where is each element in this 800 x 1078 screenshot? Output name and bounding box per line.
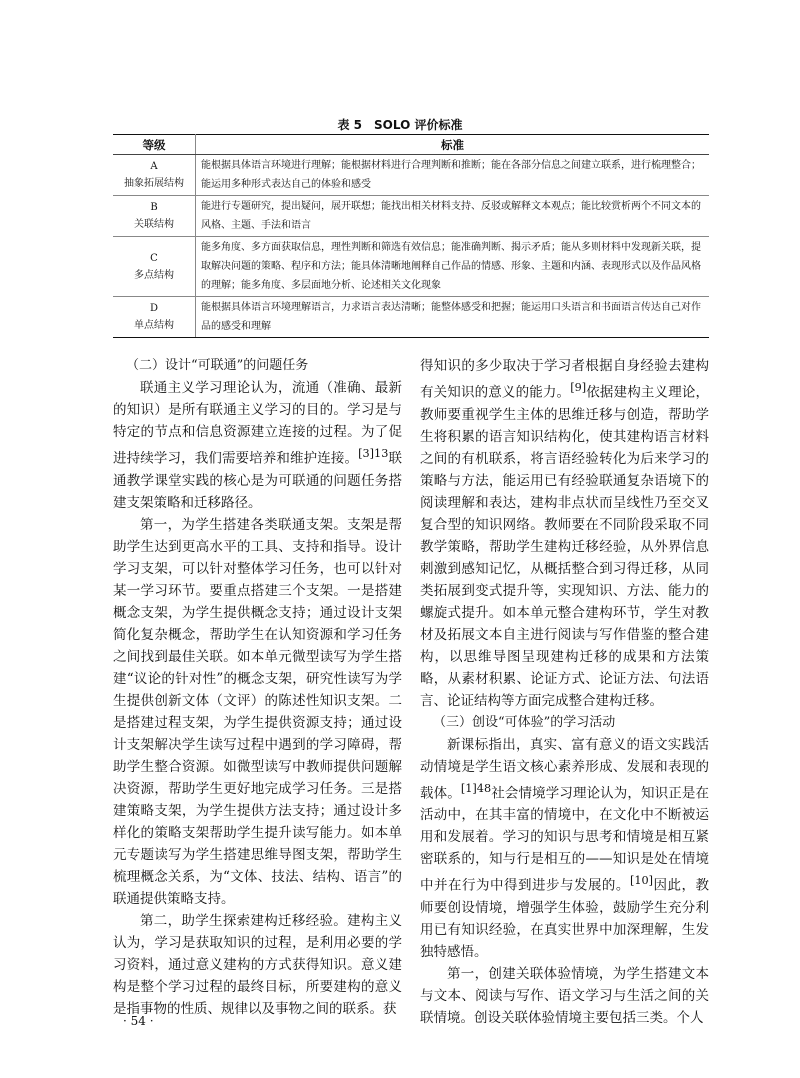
page-number: · 54 ·	[123, 1014, 154, 1028]
solo-table	[113, 134, 709, 338]
level-code: D	[149, 303, 159, 314]
citation: [1]48	[460, 781, 492, 795]
table-caption: 表 5 SOLO 评价标准	[337, 118, 463, 132]
table-header-row	[113, 135, 709, 155]
paragraph: 联通主义学习理论认为，流通（准确、最新的知识）是所有联通主义学习的目的。学习是与特定的节点和信息资源建立连接的过程。为了促进持续学习，我们需要培养和维护连接。$^{[3]13}$联通教学课堂实践的核心是为可联通的问题任务搭建支架策略和迁移路径。	[113, 380, 403, 511]
level-name: 多点结构	[134, 269, 174, 281]
section-heading: （二）设计“可联通”的问题任务	[126, 358, 309, 373]
table-row	[113, 196, 709, 237]
header-level: 等级	[113, 135, 196, 155]
criteria-cell: 能进行专题研究，提出疑问，展开联想；能找出相关材料支持、反驳或解释文本观点；能比较赏析两个不同文本的风格、主题、手法和语言	[196, 196, 710, 237]
paragraph: 第二，助学生探索建构迁移经验。建构主义认为，学习是获取知识的过程，是利用必要的学习资料，通过意义建构的方式获得知识。意义建构是整个学习过程的最终目标，所要建构的意义是指事物的性质、规律以及事物之间的联系。获	[113, 912, 402, 1017]
level-code: A	[150, 161, 158, 172]
level-name: 抽象拓展结构	[124, 178, 184, 189]
criteria-cell: 能根据具体语言环境理解语言，力求语言表达清晰；能整体感受和把握；能运用口头语言和书面语言传达自己对作品的感受和理解	[196, 297, 710, 338]
citation: [3]13	[358, 447, 389, 460]
table-row	[113, 237, 709, 297]
level-code: C	[150, 252, 158, 264]
table-row	[113, 155, 709, 196]
table-row	[113, 297, 709, 338]
level-cell	[113, 297, 196, 338]
criteria-cell: 能多角度、多方面获取信息，理性判断和筛选有效信息；能准确判断、揭示矛盾；能从多则材料中发现新关联，提取解决问题的策略、程序和方法；能具体清晰地阐释自己作品的情感、形象、主题和内涵、表现形式以及作品风格的理解；能多角度、多层面地分析、论述相关文化现象	[196, 237, 710, 297]
paragraph: 新课标指出，真实、富有意义的语文实践活动情境是学生语文核心素养形成、发展和表现的载体。$^{[1]48}$社会情境学习理论认为，知识正是在活动中，在其丰富的情境中，在文化中不断被运用和发展着。学习的知识与思考和情境是相互紧密联系的，知与行是相互的——知识是处在情境中并在行为中得到进步与发展的。[10]因此，教师要创设情境，增强学生体验，鼓励学生充分利用已有知识经验，在真实世界中加深理解，生发独特感悟。	[420, 736, 710, 960]
citation: [10]	[629, 874, 654, 887]
header-criteria: 标准	[196, 135, 710, 155]
level-cell	[113, 196, 196, 237]
level-cell	[113, 237, 196, 297]
level-code: B	[150, 202, 158, 213]
citation: [9]	[570, 381, 587, 394]
paragraph: 得知识的多少取决于学习者根据自身经验去建构有关知识的意义的能力。[9]依据建构主义理论，教师要重视学生主体的思维迁移与创造，帮助学生将积累的语言知识结构化，使其建构语言材料之间的有机联系，将言语经验转化为后来学习的策略与方法，能运用已有经验联通复杂语境下的阅读理解和表达，建构非点状而呈线性乃至交叉复合型的知识网络。教师要在不同阶段采取不同教学策略，帮助学生建构迁移经验，从外界信息刺激到感知记忆，从概括整合到习得迁移，从同类拓展到变式提升等，实现知识、方法、能力的螺旋式提升。如本单元整合建构环节，学生对教材及拓展文本自主进行阅读与写作借鉴的整合建构，以思维导图呈现建构迁移的成果和方法策略，从素材积累、论证方式、论证方法、句法语言、论证结构等方面完成整合建构迁移。	[420, 358, 710, 709]
right-column	[420, 355, 709, 1029]
left-column	[113, 355, 402, 1020]
level-cell	[113, 155, 196, 196]
criteria-cell: 能根据具体语言环境进行理解；能根据材料进行合理判断和推断；能在各部分信息之间建立联系，进行梳理整合；能运用多种形式表达自己的体验和感受	[196, 155, 710, 196]
level-name: 单点结构	[134, 320, 174, 331]
level-name: 关联结构	[134, 219, 174, 230]
section-heading: （三）创设“可体验”的学习活动	[433, 714, 616, 730]
paragraph: 第一，为学生搭建各类联通支架。支架是帮助学生达到更高水平的工具、支持和指导。设计学习支架，可以针对整体学习任务，也可以针对某一学习环节。要重点搭建三个支架。一是搭建概念支架，为学生提供概念支持；通过设计支架简化复杂概念，帮助学生在认知资源和学习任务之间找到最佳关联。如本单元微型读写为学生搭建“议论的针对性”的概念支架，研究性读写为学生提供创新文体（文评）的陈述性知识支架。二是搭建过程支架，为学生提供资源支持；通过设计支架解决学生读写过程中遇到的学习障碍，帮助学生整合资源。如微型读写中教师提供问题解决资源，帮助学生更好地完成学习任务。三是搭建策略支架，为学生提供方法支持；通过设计多样化的策略支架帮助学生提升读写能力。如本单元专题读写为学生搭建思维导图支架，帮助学生梳理概念关系，为“文体、技法、结构、语言”的联通提供策略支持。	[113, 516, 402, 907]
paragraph: 第一，创建关联体验情境，为学生搭建文本与文本、阅读与写作、语文学习与生活之间的关联情境。创设关联体验情境主要包括三类。个人	[420, 965, 709, 1026]
